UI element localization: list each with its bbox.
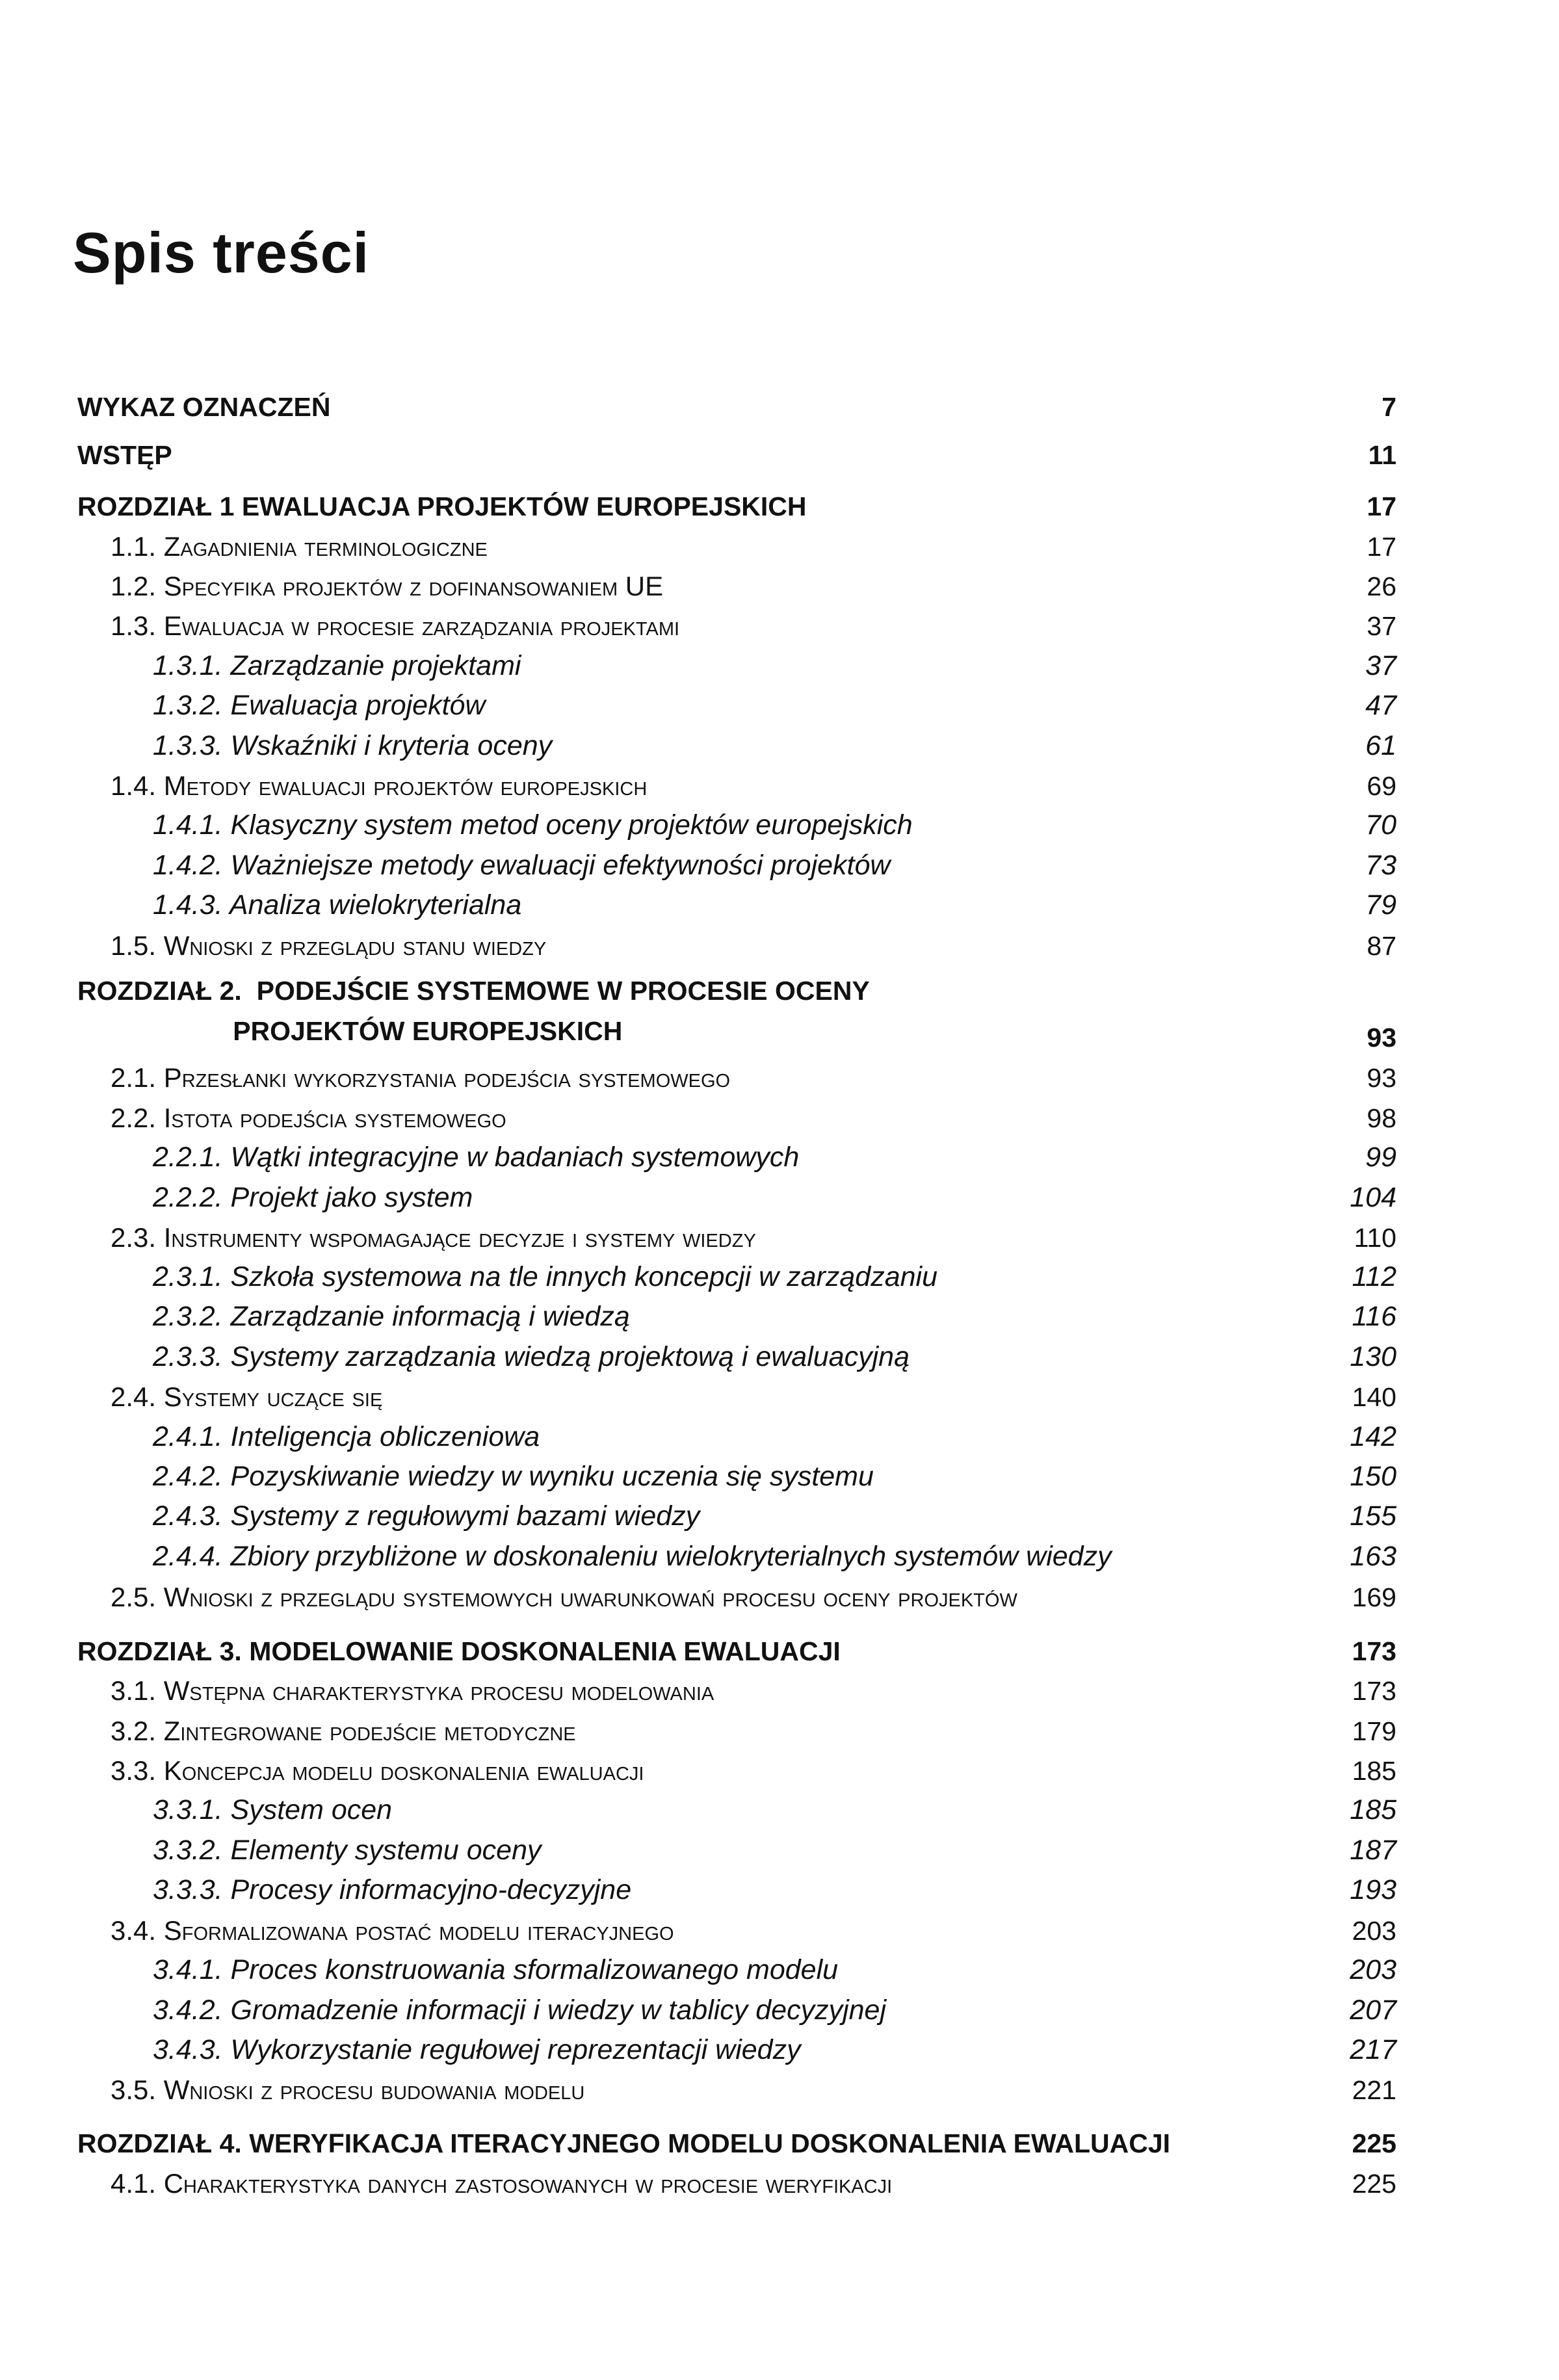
toc-page-number: 155 — [1350, 1500, 1396, 1532]
toc-page-number: 217 — [1350, 2034, 1396, 2065]
toc-page-number: 150 — [1350, 1461, 1396, 1492]
toc-subsection — [0, 1785, 1559, 1824]
toc-page-number: 47 — [1365, 690, 1396, 721]
toc-entry-title: 2.3.2. Zarządzanie informacją i wiedzą — [153, 1301, 630, 1332]
toc-page-number: 207 — [1350, 1994, 1396, 2026]
toc-entry-title: 2.2.2. Projekt jako system — [153, 1182, 473, 1213]
toc-entry-title: 1.3. Ewaluacja w procesie zarządzania projektami — [111, 610, 680, 641]
toc-section — [0, 1905, 1559, 1944]
toc-page-number: 37 — [1365, 650, 1396, 681]
toc-entry-title: 3.3.2. Elementy systemu oceny — [153, 1835, 542, 1866]
toc-page-number: 225 — [1352, 2128, 1396, 2158]
toc-entry-title: 3.4.2. Gromadzenie informacji i wiedzy w tablicy decyzyjnej — [153, 1994, 887, 2026]
toc-page-number: 140 — [1352, 1382, 1396, 1412]
toc-subsection — [0, 1985, 1559, 2024]
toc-page-number: 87 — [1367, 931, 1396, 961]
toc-subsection — [0, 1532, 1559, 1571]
toc-page-number: 17 — [1367, 532, 1396, 562]
toc-entry-title: 1.4.3. Analiza wielokryterialna — [153, 889, 522, 921]
toc-section — [0, 1706, 1559, 1745]
toc-subsection — [0, 1825, 1559, 1864]
toc-entry-title: 1.3.1. Zarządzanie projektami — [153, 650, 521, 681]
toc-page-number: 225 — [1352, 2169, 1396, 2199]
toc-subsection — [0, 2025, 1559, 2064]
toc-entry-title: 2.2.1. Wątki integracyjne w badaniach systemowych — [153, 1142, 800, 1173]
toc-section — [0, 921, 1559, 960]
toc-page-number: 112 — [1352, 1261, 1396, 1292]
toc-section — [0, 2065, 1559, 2104]
toc-section — [0, 521, 1559, 560]
toc-chapter — [0, 430, 1559, 469]
toc-entry-title: 2.1. Przesłanki wykorzystania podejścia systemowego — [111, 1062, 731, 1093]
toc-section — [0, 1746, 1559, 1785]
toc-page-number: 185 — [1352, 1756, 1396, 1786]
toc-entry-title: 1.4.2. Ważniejsze metody ewaluacji efektywności projektów — [153, 850, 891, 881]
toc-entry-title: 2.4. Systemy uczące się — [111, 1381, 383, 1412]
toc-page-number: 93 — [1367, 1023, 1396, 1053]
toc-subsection — [0, 1865, 1559, 1904]
toc-entry-title: 1.1. Zagadnienia terminologiczne — [111, 531, 488, 562]
toc-page-number: 142 — [1350, 1421, 1396, 1452]
toc-page-number: 7 — [1382, 392, 1396, 422]
toc-page-number: 203 — [1352, 1916, 1396, 1946]
toc-page-number: 73 — [1365, 850, 1396, 881]
toc-page-number: 173 — [1352, 1636, 1396, 1666]
toc-chapter — [0, 1626, 1559, 1665]
toc-section — [0, 1572, 1559, 1611]
toc-chapter — [0, 2118, 1559, 2157]
toc-subsection — [0, 641, 1559, 680]
toc-page-number: 110 — [1354, 1223, 1396, 1253]
toc-page-number: 173 — [1352, 1676, 1396, 1706]
toc-entry-title: 2.4.2. Pozyskiwanie wiedzy w wyniku uczenia się systemu — [153, 1461, 874, 1492]
toc-chapter — [0, 382, 1559, 421]
toc-entry-title: 2.4.3. Systemy z regułowymi bazami wiedzy — [153, 1500, 700, 1532]
toc-subsection — [0, 1452, 1559, 1491]
toc-entry-title: 1.4. Metody ewaluacji projektów europejskich — [111, 770, 648, 801]
toc-page-number: 61 — [1365, 730, 1396, 761]
toc-page-number: 179 — [1352, 1716, 1396, 1746]
toc-page-number: 99 — [1365, 1142, 1396, 1173]
toc-subsection — [0, 1332, 1559, 1371]
toc-section — [0, 601, 1559, 640]
toc-page-number: 11 — [1368, 440, 1396, 470]
toc-entry-title: 3.3. Koncepcja modelu doskonalenia ewaluacji — [111, 1755, 644, 1786]
toc-entry-title: WYKAZ OZNACZEŃ — [77, 392, 331, 422]
toc-chapter — [0, 976, 1559, 1053]
toc-entry-title: 3.4. Sformalizowana postać modelu iteracyjnego — [111, 1915, 674, 1946]
toc-page-number: 193 — [1350, 1874, 1396, 1905]
toc-section — [0, 1372, 1559, 1411]
page-title: Spis treści — [73, 220, 370, 285]
toc-section — [0, 1212, 1559, 1251]
toc-subsection — [0, 1945, 1559, 1984]
toc-subsection — [0, 1173, 1559, 1212]
toc-page-number: 17 — [1367, 491, 1396, 521]
toc-page-number: 93 — [1367, 1063, 1396, 1093]
toc-entry-title: 3.5. Wnioski z procesu budowania modelu — [111, 2074, 585, 2105]
toc-page-number: 203 — [1350, 1954, 1396, 1985]
toc-entry-title: 1.2. Specyfika projektów z dofinansowaniem UE — [111, 571, 664, 601]
toc-section — [0, 1093, 1559, 1132]
toc-page-number: 69 — [1367, 771, 1396, 801]
toc-entry-title: 2.3.1. Szkoła systemowa na tle innych koncepcji w zarządzaniu — [153, 1261, 938, 1292]
toc-entry-title: ROZDZIAŁ 2. PODEJŚCIE SYSTEMOWE W PROCESIE OCENY PROJEKTÓW EUROPEJSKICH — [77, 976, 870, 1046]
toc-page-number: 116 — [1352, 1301, 1396, 1332]
toc-subsection — [0, 1292, 1559, 1331]
toc-entry-title: 2.3.3. Systemy zarządzania wiedzą projektową i ewaluacyjną — [153, 1341, 910, 1372]
toc-entry-title: WSTĘP — [77, 440, 172, 470]
toc-page-number: 98 — [1367, 1103, 1396, 1133]
toc-entry-title: 2.2. Istota podejścia systemowego — [111, 1103, 506, 1133]
toc-entry-title: 1.4.1. Klasyczny system metod oceny projektów europejskich — [153, 809, 913, 841]
toc-section — [0, 2158, 1559, 2197]
toc-page-number: 37 — [1367, 611, 1396, 641]
toc-section — [0, 1053, 1559, 1092]
toc-subsection — [0, 681, 1559, 720]
toc-page-number: 130 — [1350, 1341, 1396, 1372]
toc-entry-title: ROZDZIAŁ 1 EWALUACJA PROJEKTÓW EUROPEJSKICH — [77, 491, 807, 521]
toc-entry-title: 2.4.1. Inteligencja obliczeniowa — [153, 1421, 540, 1452]
toc-page-number: 163 — [1350, 1541, 1396, 1572]
toc-subsection — [0, 721, 1559, 760]
toc-entry-title: 3.3.3. Procesy informacyjno-decyzyjne — [153, 1874, 632, 1905]
toc-subsection — [0, 1252, 1559, 1291]
toc-entry-title: 2.5. Wnioski z przeglądu systemowych uwarunkowań procesu oceny projektów — [111, 1582, 1017, 1612]
toc-subsection — [0, 880, 1559, 919]
toc-subsection — [0, 800, 1559, 839]
toc-entry-title: 3.1. Wstępna charakterystyka procesu modelowania — [111, 1675, 714, 1706]
toc-page-number: 169 — [1352, 1582, 1396, 1612]
toc-entry-title: ROZDZIAŁ 3. MODELOWANIE DOSKONALENIA EWALUACJI — [77, 1636, 841, 1666]
toc-page-number: 104 — [1350, 1182, 1396, 1213]
toc-page-number: 79 — [1365, 889, 1396, 921]
toc-subsection — [0, 1132, 1559, 1171]
toc-entry-title: 3.2. Zintegrowane podejście metodyczne — [111, 1716, 576, 1746]
toc-entry-title: 2.3. Instrumenty wspomagające decyzje i systemy wiedzy — [111, 1222, 756, 1253]
toc-section — [0, 761, 1559, 800]
toc-page-number: 70 — [1365, 809, 1396, 841]
toc-section — [0, 1666, 1559, 1705]
toc-page-number: 26 — [1367, 571, 1396, 601]
toc-entry-title: ROZDZIAŁ 4. WERYFIKACJA ITERACYJNEGO MODELU DOSKONALENIA EWALUACJI — [77, 2128, 1171, 2158]
toc-section — [0, 561, 1559, 600]
toc-entry-title: 1.5. Wnioski z przeglądu stanu wiedzy — [111, 930, 547, 961]
toc-subsection — [0, 1412, 1559, 1451]
toc-chapter — [0, 481, 1559, 520]
toc-subsection — [0, 841, 1559, 880]
toc-entry-title: 2.4.4. Zbiory przybliżone w doskonaleniu wielokryterialnych systemów wiedzy — [153, 1541, 1112, 1572]
toc-page-number: 221 — [1352, 2075, 1396, 2105]
toc-entry-title: 3.4.3. Wykorzystanie regułowej reprezentacji wiedzy — [153, 2034, 801, 2065]
toc-entry-title: 4.1. Charakterystyka danych zastosowanych w procesie weryfikacji — [111, 2168, 893, 2199]
toc-subsection — [0, 1491, 1559, 1530]
toc-page-number: 185 — [1350, 1794, 1396, 1825]
toc-entry-title: 3.4.1. Proces konstruowania sformalizowanego modelu — [153, 1954, 839, 1985]
toc-entry-title: 3.3.1. System ocen — [153, 1794, 393, 1825]
toc-page-number: 187 — [1350, 1835, 1396, 1866]
toc-entry-title: 1.3.2. Ewaluacja projektów — [153, 690, 486, 721]
toc-entry-title: 1.3.3. Wskaźniki i kryteria oceny — [153, 730, 553, 761]
